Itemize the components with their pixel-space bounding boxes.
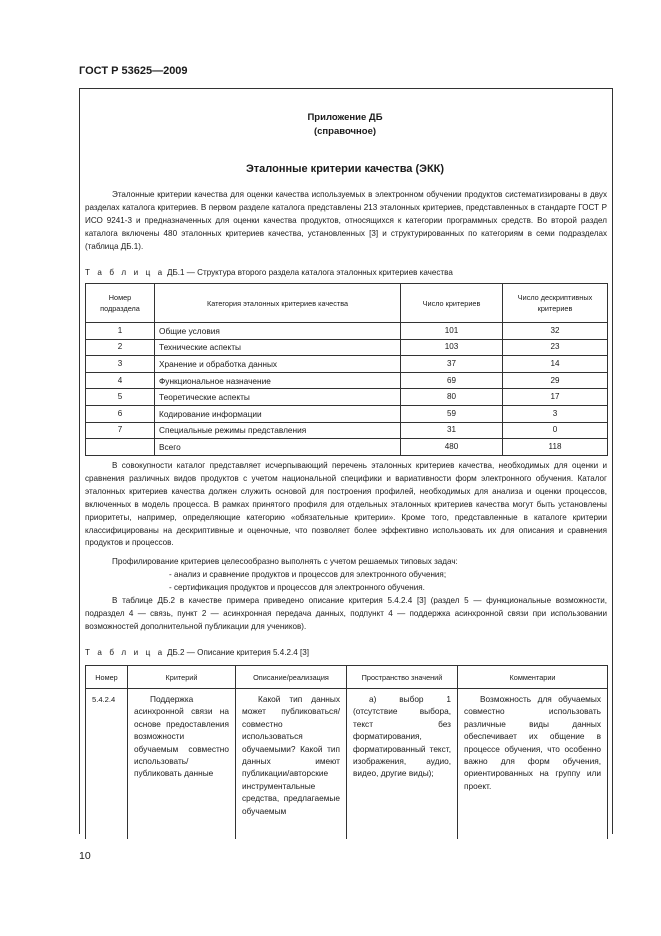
cell-number: 1 bbox=[86, 323, 155, 340]
table1-caption-text: ДБ.1 — Структура второго раздела каталога эталонных критериев качества bbox=[167, 268, 453, 277]
table-header-row bbox=[86, 284, 608, 323]
cell-category: Общие условия bbox=[155, 323, 401, 340]
table-row bbox=[86, 339, 608, 356]
header-criteria-count: Число критериев bbox=[401, 284, 503, 323]
cell-criterion-number: 5.4.2.4 bbox=[86, 689, 128, 840]
header-subsection-number: Номер подраздела bbox=[86, 284, 155, 323]
cell-descriptive: 17 bbox=[503, 389, 608, 406]
cell-category: Специальные режимы представления bbox=[155, 422, 401, 439]
cell-number bbox=[86, 439, 155, 456]
cell-count: 37 bbox=[401, 356, 503, 373]
table2-caption bbox=[85, 648, 309, 657]
table-total-row bbox=[86, 439, 608, 456]
cell-number: 3 bbox=[86, 356, 155, 373]
cell-descriptive: 32 bbox=[503, 323, 608, 340]
cell-criterion bbox=[128, 689, 236, 840]
cell-comments bbox=[458, 689, 608, 840]
cell-category: Теоретические аспекты bbox=[155, 389, 401, 406]
cell-count: 69 bbox=[401, 372, 503, 389]
header-criterion: Критерий bbox=[128, 666, 236, 689]
appendix-title bbox=[79, 111, 611, 139]
cell-total-descriptive: 118 bbox=[503, 439, 608, 456]
table2-caption-prefix: Т а б л и ц а bbox=[85, 648, 165, 657]
table-row bbox=[86, 389, 608, 406]
cell-description bbox=[236, 689, 347, 840]
table1-caption bbox=[85, 268, 453, 277]
intro-paragraph: Эталонные критерии качества для оценки качества используемых в электронном обучении продуктов систематизированы в двух разделах каталога критериев. В первом разделе каталога представлены 213 эталонных критериев, представленных в стандарте ГОСТ Р ИСО 9241-3 и предназначенных для оценки качества продуктов, относящихся к категории программных средств. Во второй раздел каталога включены 480 эталонных критериев качества, установленных [3] и структурированных по категориям в семи подразделах (таблица ДБ.1). bbox=[85, 190, 607, 251]
document-code: ГОСТ Р 53625—2009 bbox=[79, 65, 188, 77]
description-text: Какой тип данных может публиковаться/совместно использоваться обучаемыми? Какой тип данных имеют публикации/авторские инструментальные средства, предлагаемые обучаемым bbox=[242, 694, 340, 816]
cell-count: 103 bbox=[401, 339, 503, 356]
structure-table bbox=[85, 283, 608, 456]
cell-descriptive: 14 bbox=[503, 356, 608, 373]
paragraph-example: В таблице ДБ.2 в качестве примера приведено описание критерия 5.4.2.4 [3] (раздел 5 — функциональные возможности, подраздел 4 — связь, пункт 2 — асинхронная передача данных, подпункт 4 — поддержка асинхронной связи при использовании возможностей дополнительной публикации для учеников). bbox=[85, 596, 607, 631]
cell-category: Технические аспекты bbox=[155, 339, 401, 356]
cell-number: 2 bbox=[86, 339, 155, 356]
paragraph-profiling: Профилирование критериев целесообразно выполнять с учетом решаемых типовых задач: bbox=[112, 557, 458, 566]
header-descriptive-count: Число дескриптивных критериев bbox=[503, 284, 608, 323]
table-row bbox=[86, 356, 608, 373]
cell-number: 5 bbox=[86, 389, 155, 406]
cell-count: 59 bbox=[401, 405, 503, 422]
cell-number: 6 bbox=[86, 405, 155, 422]
page-number: 10 bbox=[79, 850, 91, 862]
cell-descriptive: 3 bbox=[503, 405, 608, 422]
cell-descriptive: 29 bbox=[503, 372, 608, 389]
table-row bbox=[86, 689, 608, 840]
header-category: Категория эталонных критериев качества bbox=[155, 284, 401, 323]
criterion-text: Поддержка асинхронной связи на основе предоставления возможности обучаемым совместно использовать/публиковать данные bbox=[134, 694, 229, 779]
header-comments: Комментарии bbox=[458, 666, 608, 689]
cell-category: Кодирование информации bbox=[155, 405, 401, 422]
cell-count: 101 bbox=[401, 323, 503, 340]
cell-number: 4 bbox=[86, 372, 155, 389]
paragraph-catalog: В совокупности каталог представляет исчерпывающий перечень эталонных критериев качества, необходимых для оценки и сравнения различных видов продуктов с учетом национальной специфики и вариативности форм электронного обучения. Каталог эталонных критериев качества должен служить основой для построения профилей, необходимых для анализа и оценки процессов, включенных в модель процесса. В рамках принятого профиля для отдельных эталонных критериев качества могут быть установлены приоритеты, например, определяющие категорию «обязательные критерии». Кроме того, представленные в каталоге критерии классифицированы на дескриптивные и оценочные, что позволяет более эффективно использовать их для описания и сравнения продуктов и процессов. bbox=[85, 461, 607, 548]
cell-total-label: Всего bbox=[155, 439, 401, 456]
section-title: Эталонные критерии качества (ЭКК) bbox=[245, 163, 445, 175]
cell-value-space bbox=[347, 689, 458, 840]
cell-category: Хранение и обработка данных bbox=[155, 356, 401, 373]
comments-text: Возможность для обучаемых совместно использовать различные виды данных обеспечивает их общение в процессе обучения, что особенно важно для форм обучения, ориентированных на группу или проект. bbox=[464, 694, 601, 791]
cell-descriptive: 0 bbox=[503, 422, 608, 439]
appendix-title-line1: Приложение ДБ bbox=[307, 112, 383, 123]
table-row bbox=[86, 422, 608, 439]
header-value-space: Пространство значений bbox=[347, 666, 458, 689]
criterion-table bbox=[85, 665, 608, 839]
table1-caption-prefix: Т а б л и ц а bbox=[85, 268, 165, 277]
cell-number: 7 bbox=[86, 422, 155, 439]
table-row bbox=[86, 323, 608, 340]
table-row bbox=[86, 372, 608, 389]
cell-descriptive: 23 bbox=[503, 339, 608, 356]
header-number: Номер bbox=[86, 666, 128, 689]
header-description: Описание/реализация bbox=[236, 666, 347, 689]
list-item: - анализ и сравнение продуктов и процессов для электронного обучения; bbox=[169, 570, 447, 579]
appendix-title-line2: (справочное) bbox=[313, 126, 377, 137]
table-header-row bbox=[86, 666, 608, 689]
list-item: - сертификация продуктов и процессов для электронного обучения. bbox=[169, 583, 425, 592]
table-row bbox=[86, 405, 608, 422]
cell-count: 80 bbox=[401, 389, 503, 406]
cell-total-count: 480 bbox=[401, 439, 503, 456]
value-space-text: а) выбор 1 (отсутствие выбора, текст без форматирования, форматированный текст, изображения, аудио, видео, другие виды); bbox=[353, 694, 451, 779]
cell-count: 31 bbox=[401, 422, 503, 439]
table2-caption-text: ДБ.2 — Описание критерия 5.4.2.4 [3] bbox=[167, 648, 309, 657]
cell-category: Функциональное назначение bbox=[155, 372, 401, 389]
